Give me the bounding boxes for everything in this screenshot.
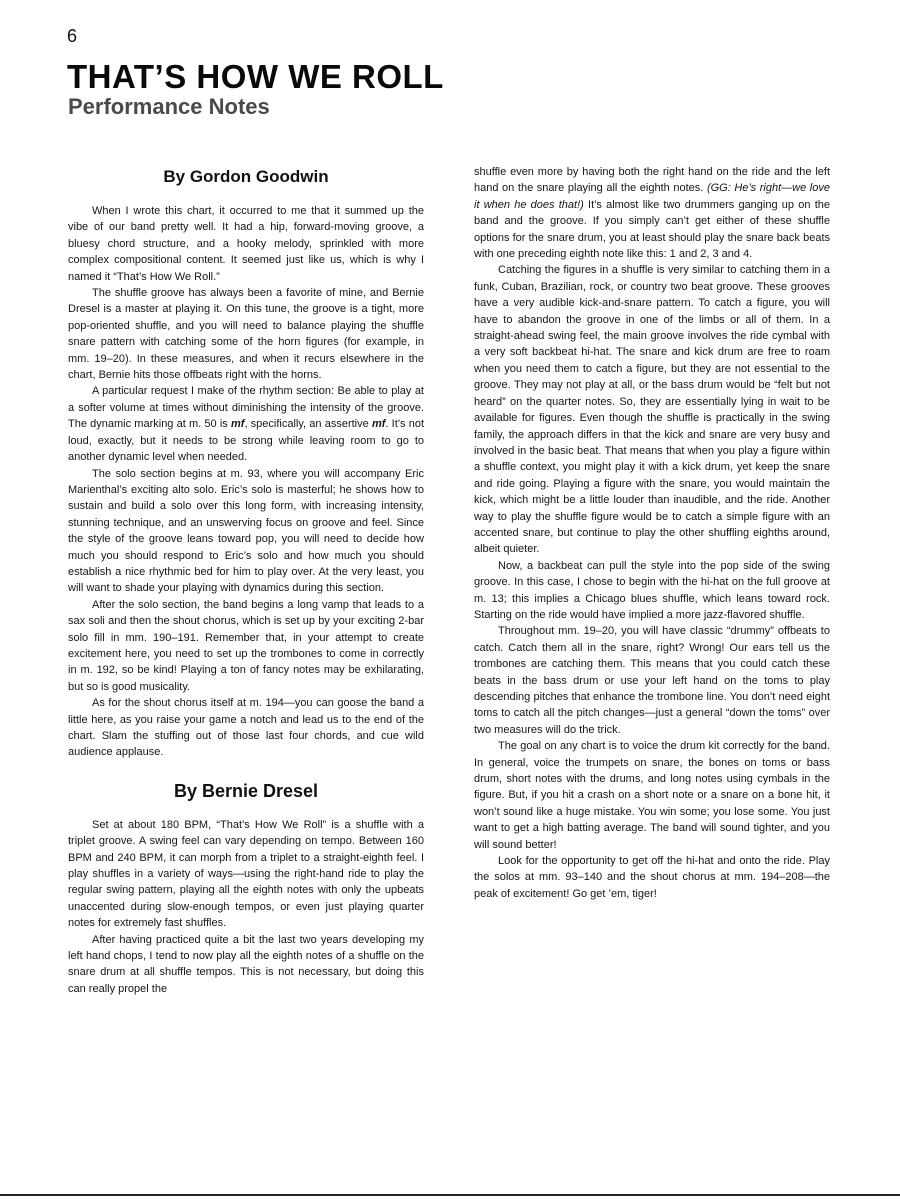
byline-bernie-dresel: By Bernie Dresel <box>173 780 319 801</box>
paragraph: The shuffle groove has always been a favorite of mine, and Bernie Dresel is a master at playing it. On this tune, the groove is a tight, more pop-oriented shuffle, and you will need to balance playing the shuffle snare pattern with catching some of the horn figures (for example, in mm. 19–20). In these measures, and when it recurs elsewhere in the chart, Bernie hits those offbeats right with the horns. <box>68 287 424 382</box>
paragraph: The goal on any chart is to voice the drum kit correctly for the band. In general, voice the trumpets on snare, the bones on toms or bass drum, short notes with the drums, and long notes using cymbals in the figure. But, if you hit a crash on a short note or a snare on a bone hit, it won’t sound like a huge mistake. You win some; you lose some. You just want to get a high batting average. The band will sound tighter, and you will sound better! <box>474 740 830 851</box>
right-column <box>474 164 830 902</box>
paragraph <box>68 383 424 465</box>
dynamic-marking: mf <box>371 418 386 431</box>
bottom-rule <box>0 1194 900 1196</box>
paragraph: Catching the figures in a shuffle is very similar to catching them in a funk, Cuban, Brazilian, rock, or country two beat groove. These grooves have a very audible kick-and-snare pattern. To catch a figure, you will have to abandon the groove in one of the limbs or all of them. In a straight-ahead swing feel, the main groove involves the ride cymbal with a very soft backbeat hi-hat. The snare and kick drum are free to roam when you need them to catch a figure, but they are not essential to the groove. They may not play at all, or the bass drum would be “felt but not heard” on the quarter notes. So, they are essentially lying in wait to be available for figures. Even though the shuffle is practically in the swing family, the approach differs in that the kick and snare are very busy and involved in the basic beat. That means that when you play a figure within a shuffle context, you might play it with a kick drum, yet keep the snare and ride going. Playing a figure with the snare, you would maintain the kick, which might be a little louder than inaudible, and the ride. Another way to play the shuffle figure would be to catch a simple figure with an accented snare, but continue to play the other shuffling eighths around, albeit quieter. <box>474 264 830 556</box>
paragraph: After the solo section, the band begins a long vamp that leads to a sax soli and then the shout chorus, which is set up by your exciting 2-bar solo fill in mm. 190–191. Remember that, in your attempt to create excitement here, you need to set up the trombones to come in correctly in m. 192, so be kind! Playing a ton of fancy notes may be exhilarating, but so is good musicality. <box>68 598 424 693</box>
left-column <box>68 162 424 997</box>
paragraph: Now, a backbeat can pull the style into the pop side of the swing groove. In this case, I chose to begin with the hi-hat on the full groove at m. 13; this implies a Chicago blues shuffle, which leans toward rock. Starting on the ride would have implied a more jazz-flavored shuffle. <box>474 559 830 621</box>
editor-aside: (GG: He’s right—we love it when he does that!) <box>474 182 830 211</box>
paragraph: After having practiced quite a bit the last two years developing my left hand chops, I tend to now play all the eighth notes of a shuffle on the snare drum at all shuffle tempos. This is not necessary, but doing this can really propel the <box>68 933 424 995</box>
paragraph-text: It’s almost like two drummers ganging up on the band and the groove. If you simply can’t get either of these shuffle options for the snare drum, you at least should play the snare back beats with one preceding eighth note like this: 1 and 2, 3 and 4. <box>474 198 830 261</box>
page-subtitle: Performance Notes <box>68 94 270 119</box>
page-title: THAT’S HOW WE ROLL <box>67 58 444 95</box>
paragraph: Look for the opportunity to get off the hi-hat and onto the ride. Play the solos at mm. 93–140 and the shout chorus at mm. 194–208—the peak of excitement! Go get ’em, tiger! <box>474 855 830 900</box>
paragraph-text: . It’s not loud, exactly, but it needs to be strong while leaving room to go to another dynamic level when needed. <box>68 418 424 464</box>
paragraph: As for the shout chorus itself at m. 194—you can goose the band a little here, as you raise your game a notch and lead us to the end of the chart. Slam the stuffing out of those last four chords, and cue wild audience applause. <box>68 697 424 759</box>
paragraph-continued <box>474 164 830 262</box>
paragraph: The solo section begins at m. 93, where you will accompany Eric Marienthal’s exciting alto solo. Eric’s solo is masterful; he shows how to sustain and build a solo over this long form, with increasing intensity, stunning technique, and an unswerving focus on groove and feel. Since the style of the groove leans toward pop, you will need to decide how much you should respond to Eric’s solo and how much you should establish a nice rhythmic bed for him to play over. At the very least, you will want to shade your playing with dynamics during this section. <box>68 467 424 595</box>
paragraph-text: shuffle even more by having both the right hand on the ride and the left hand on the snare playing all the eighth notes. <box>474 166 830 195</box>
page-number: 6 <box>67 26 78 46</box>
paragraph: Set at about 180 BPM, “That’s How We Roll” is a shuffle with a triplet groove. A swing feel can vary depending on tempo. Between 160 BPM and 240 BPM, it can morph from a triplet to a straight-eighth feel. I play shuffles in a variety of ways—using the right-hand ride to play the regular swing pattern, playing all the eighth notes with only the upbeats unaccented during slow-enough tempos, or even just playing quarter notes for extremely fast shuffles. <box>68 818 424 930</box>
paragraph: Throughout mm. 19–20, you will have classic “drummy” offbeats to catch. Catch them all in the snare, right? Wrong! Our ears tell us the trombones are catching them. This means that you could catch these beats in the bass drum or use your left hand on the toms to play descending pitches that enhance the trombone line. You don’t need eight toms to catch all the pitch changes—just a general “down the toms” over two measures will do the trick. <box>474 625 830 736</box>
byline-gordon-goodwin: By Gordon Goodwin <box>163 167 329 186</box>
paragraph: When I wrote this chart, it occurred to me that it summed up the vibe of our band pretty well. It had a hip, forward-moving groove, a bluesy chord structure, and a hooky melody, sprinkled with more complex compositional content. It seemed just like us, which is why I named it “That’s How We Roll.” <box>68 205 424 283</box>
dynamic-marking: mf <box>230 418 245 431</box>
paragraph-text: , specifically, an assertive <box>244 418 369 431</box>
paragraph-text: A particular request I make of the rhythm section: Be able to play at a softer volume at times without diminishing the intensity of the groove. The dynamic marking at m. 50 is <box>68 385 424 431</box>
